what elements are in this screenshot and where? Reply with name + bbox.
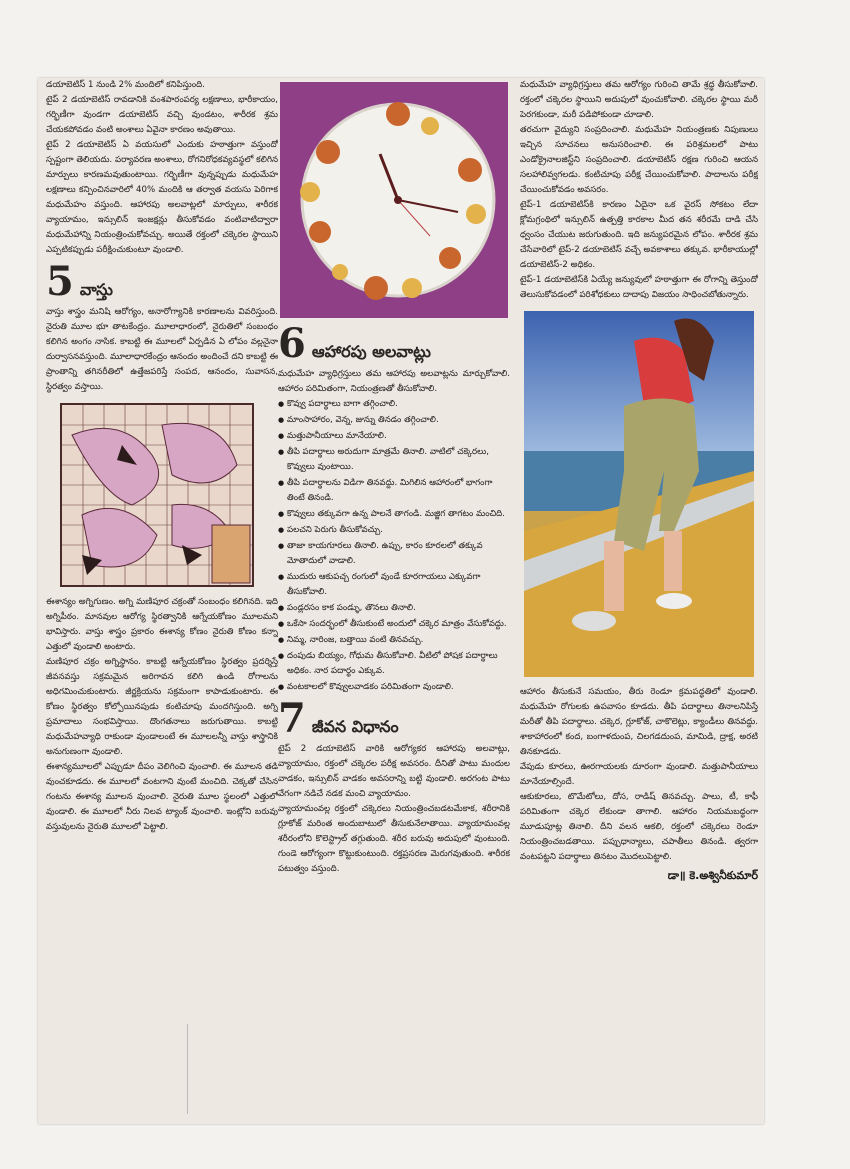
paragraph: టైప్-1 డయాబెటిస్‌కి కారణం ఏదైనా ఒక వైరస్ సోకటం లేదా క్లోమగ్రంథిలో ఇన్సులిన్ ఉత్పత్తి కారకాల మీద తన శరీరమే దాడి చేసి ధ్వంసం చేయుట జరుగుతుంది. ఇది జన్యుపరమైన లోపం. శారీరక శ్రమ చేసేవారిలో టైప్-2 డయాబెటిస్ వచ్చే అవకాశాలు తక్కువ. భారీకాయుల్లో డయాబెటిస్-2 అధికం.	[520, 200, 758, 270]
page-crease	[187, 1024, 188, 1114]
list-item: ● కొవ్వులు తక్కువగా ఉన్న పాలనే తాగండి. మజ్జిగ తాగటం మంచిది.	[278, 507, 510, 522]
paragraph: డయాబెటిస్ 1 నుండి 2% మందిలో కనిపిస్తుంది.	[46, 80, 205, 90]
section-5-heading	[46, 258, 278, 305]
newspaper-clipping	[38, 78, 764, 1124]
list-item: ● నిమ్మ, నారింజ, బత్తాయి వంటి తినవచ్చు.	[278, 633, 510, 648]
paragraph: ఈశాన్యమూలలో ఎప్పుడూ దీపం వెలిగించి వుంచాలి. ఈ మూలన తడి వుంచకూడదు. ఈ మూలలో వంటగాని వుంటే మంచిది. చెక్కతో చేసిన గంటను ఈశాన్య మూలన వుంచాలి. నైరుతి మూల స్థలంలో ఎత్తులో వుండాలి. ఈ మూలలో నీరు నిలవ ట్యాంక్ వుంచాలి. ఇంట్లోని బరువు వస్తువులను నైరుతి మూలలో పెట్టాలి.	[46, 762, 278, 832]
list-item: ● మాంసాహారం, వెన్న, జున్ను తినడం తగ్గించాలి.	[278, 413, 510, 428]
vastu-floor-plan-image	[60, 403, 254, 587]
section-title: జీవన విధానం	[311, 717, 399, 736]
paragraph: ఆహారం తీసుకునే సమయం, తీరు రెండూ క్రమపద్ధతిలో వుండాలి. మధుమేహ రోగులకు ఉపవాసం కూడదు. తీపి పదార్థాలు తినాలనిపిస్తే మరీతో తీపి పదార్థాలు. చక్కెర, గ్లూకోజ్, చాకొలెట్లు, క్యాండీలు తినవద్దు. శాకాహారంలో కంద, బంగాళదుంప, చిలగడదుంప, మామిడి, ద్రాక్ష, అరటి తినకూడదు.	[520, 687, 758, 757]
list-item: ● ముదురు ఆకుపచ్చ రంగులో వుండే కూరగాయలు ఎక్కువగా తీసుకోవాలి.	[278, 570, 510, 600]
jogger-icon	[524, 311, 754, 677]
list-item: ● పలచని పెరుగు తీసుకోవచ్చు.	[278, 523, 510, 538]
column-2	[278, 78, 510, 1118]
food-clock-image	[280, 82, 508, 318]
section-number: 6	[278, 320, 306, 367]
list-item: ● కొవ్వు పదార్థాలు బాగా తగ్గించాలి.	[278, 397, 510, 412]
vastu-plan-icon	[62, 405, 252, 585]
section-6-heading	[278, 320, 510, 367]
paragraph: ఈశాన్యం అగ్నిగుణం. అగ్ని మణిపూర చక్రంతో సంబంధం కలిగినది. ఇది అగ్నిపీఠం. మానవుల ఆరోగ్య స్థిరత్వానికి ఆగ్నేయకోణం మూలమని భావిస్తారు. వాస్తు శాస్త్రం ప్రకారం ఈశాన్య కోణం నైరుతి కోణం కన్నా ఎత్తులో వుండాలి అంటారు.	[46, 597, 278, 652]
paragraph: టైప్ 2 డయాబెటిస్ వారికి ఆరోగ్యకర ఆహారపు అలవాట్లు, వ్యాయామం, రక్తంలో చక్కెరల పరీక్ష అవసరం. దీనితో పాటు మందుల వాడకం, ఇన్సులిన్ వాడకం అవసరాన్ని బట్టి వుండాలి. అరగంట పాటు వేగంగా నడిచే నడక మంచి వ్యాయామం.	[278, 744, 510, 799]
diet-tips-list	[278, 397, 510, 695]
paragraph: వేపుడు కూరలు, ఊరగాయలకు దూరంగా వుండాలి. మత్తుపానీయాలు మానేయాల్సిందే.	[520, 762, 758, 787]
paragraph: టైప్ 2 డయాబెటిస్ ఏ వయసులో ఎందుకు హఠాత్తుగా వస్తుందో స్పష్టంగా తెలియదు. పర్యావరణ అంశాలు, రోగనిరోధకవ్యవస్థలో కలిగిన మార్పులు కారణమవుతుంటాయి. గర్భిణీగా వున్నప్పుడు మధుమేహ లక్షణాలు కన్పించినవారిలో 40% మందికి ఆ తర్వాత వయసు పెరిగాక మధుమేహం వస్తుంది. ఆహారపు అలవాట్లలో మార్పులు, శారీరక వ్యాయామం, ఇన్సులిన్ ఇంజక్షన్లు తీసుకోవడం వంటివాటిద్వారా మధుమేహాన్ని నియంత్రించుకోవచ్చు. అయితే రక్తంలో చక్కెరల స్థాయిని ఎప్పటికప్పుడు పరీక్షించుకుంటూ వుండాలి.	[46, 140, 278, 255]
paragraph: టైప్-1 డయాబెటిస్‌కి ఏయ్యే జన్యువులో హఠాత్తుగా ఈ రోగాన్ని తెస్తుందో తెలుసుకోవడంలో పరిశోధకులు దాదాపు విజయం సాధించబోతున్నారు.	[520, 275, 758, 300]
list-item: ● పండ్లరసం కాక పండ్ళు, తొనలు తినాలి.	[278, 601, 510, 616]
column-3	[520, 78, 758, 1118]
section-7-heading	[278, 695, 510, 742]
list-item: ● దంపుడు బియ్యం, గోధుమ తీసుకోవాలి. వీటిలో పోషక పదార్థాలు అధికం. నార పదార్థం ఎక్కువ.	[278, 649, 510, 679]
section-title: వాస్తు	[79, 280, 113, 299]
paragraph: టైప్ 2 డయాబెటిస్ రావడానికి వంశపారంపర్య లక్షణాలు, భారీకాయం, గర్భిణీగా వుండగా డయాబెటిస్ వచ్చి వుండటం, శారీరక శ్రమ చేయకపోవడం వంటి అంశాలు ఏవైనా కారణం అవుతాయి.	[46, 95, 278, 135]
paragraph: ఆకుకూరలు, టొమేటోలు, దోస, రాడిష్ తినవచ్చు. పాలు, టీ, కాఫీ పరిమితంగా చక్కెర లేకుండా తాగాలి. ఆహారం నియమబద్ధంగా మూడుపూట్ల తినాలి. దీని వలన ఆకలి, రక్తంలో చక్కెరలు రెండూ నియంత్రించబడతాయి. పప్పుధాన్యాలు, చపాతీలు తినండి. త్వరగా వంటపట్టని పదార్థాలు తినటం మొదలుపెట్టాలి.	[520, 792, 758, 862]
section-number: 7	[278, 695, 306, 742]
clock-plate-icon	[280, 82, 508, 318]
paragraph: మణిపూర చక్రం అగ్నిస్థానం. కాబట్టి ఆగ్నేయకోణం స్థిరత్వం ప్రదర్శిస్తే జీవనవస్తు సక్రమమైన అరిగావన కలిగి ఉండి రోగాలను అధిగమించుకుంటారు. జీర్ణక్రియను సక్రమంగా కాపాడుకుంటారు. ఈ కోణం స్థిరత్వం కోల్పోయినపుడు కంటిచూపు మందగిస్తుంది. అగ్ని ప్రమాదాలు సంభవిస్తాయి. దొంగతనాలు జరుగుతాయి. కాబట్టి మధుమేహవ్యాధి రాకుండా వుండాలంటే ఈ మూలలన్నీ వాస్తు శాస్త్రానికి అనుగుణంగా వుండాలి.	[46, 657, 278, 757]
jogging-woman-photo	[524, 311, 754, 677]
author-byline: డా॥ కె.అశ్వినీకుమార్	[667, 869, 758, 882]
paragraph: తరచుగా వైద్యుని సంప్రదించాలి. మధుమేహ నియంత్రణకు నిపుణులు ఇచ్చిన సూచనలు అనుసరించాలి. ఈ పరిశ్రమలలో పాటు ఎండోక్రైనాలజిస్ట్‌ని సంప్రదించాలి. డయాబెటిస్ రక్షణ గురించి ఆయన సలహాలివ్వగలడు. కంటిచూపు పరీక్ష చేయించుకోవాలి. పాదాలను పరీక్ష చేయించుకోవడం అవసరం.	[520, 125, 758, 195]
list-item: ● మత్తుపానీయాలు మానేయాలి.	[278, 429, 510, 444]
section-title: ఆహారపు అలవాట్లు	[311, 342, 431, 361]
list-item: ● తాజా కాయగూరలు తినాలి. ఉప్పు, కారం కూరలలో తక్కువ మోతాదులో వాడాలి.	[278, 539, 510, 569]
list-item: ● వంటకాలలో కొవ్వులవాడకం పరిమితంగా వుండాలి.	[278, 680, 510, 695]
paragraph: వాస్తు శాస్త్రం మనిషి ఆరోగ్యం, అనారోగ్యానికి కారణాలను వివరిస్తుంది. నైరుతి మూల భూ తాటకేంద్రం. మూలాధారంలో, నైరుతిలో సంబంధం కలిగిన అంగం నాసిక. కాబట్టి ఈ మూలలో ఏర్పడిన ఏ లోపం వల్లనైనా దుర్వాసనవస్తుంది. మూలాధారకేంద్రం ఆనందం అందించే దని కాబట్టి ఈ ప్రాంతాన్ని తగినరీతిలో ఉత్తేజపరిస్తే సంపద, ఆనందం, సువాసన, స్థిరత్వం వస్తాయి.	[46, 307, 278, 392]
list-item: ● తీపి పదార్థాలను విడిగా తినవద్దు. మిగిలిన ఆహారంలో భాగంగా తింటే తినండి.	[278, 476, 510, 506]
list-item: ● ఒకేసా సందర్భంలో తీసుకుంటే అందులో చక్కెర మాత్రం వేసుకోవద్దు.	[278, 617, 510, 632]
section-number: 5	[46, 258, 74, 305]
paragraph: మధుమేహ వ్యాధిగ్రస్తులు తమ ఆహారపు అలవాట్లను మార్చుకోవాలి. ఆహారం పరిమితంగా, నియంత్రణతో తీసుకోవాలి.	[278, 369, 510, 394]
list-item: ● తీపి పదార్థాలు అరుదుగా మాత్రమే తినాలి. వాటిలో చక్కెరలు, కొవ్వులు వుంటాయి.	[278, 445, 510, 475]
paragraph: వ్యాయామంవల్ల రక్తంలో చక్కెరలు నియంత్రించబడటమేకాక, శరీరానికి గ్లూకోజ్ మరింత అందుబాటులో తీసుకునేలాతాయి. వ్యాయామంవల్ల శరీరంలోని కొలెస్ట్రాల్ తగ్గుతుంది. శరీర బరువు అదుపులో వుంటుంది. గుండె ఆరోగ్యంగా కొట్టుకుంటుంది. రక్తప్రసరణ మెరుగవుతుంది. శారీరక పటుత్వం వస్తుంది.	[278, 804, 510, 874]
column-1	[46, 78, 278, 1118]
paragraph: మధుమేహ వ్యాధిగ్రస్తులు తమ ఆరోగ్యం గురించి తామే శ్రద్ధ తీసుకోవాలి. రక్తంలో చక్కెరల స్థాయిని అదుపులో వుంచుకోవాలి. చక్కెరల స్థాయి మరీ పెరగకుండా, మరీ పడిపోకుండా చూడాలి.	[520, 80, 758, 120]
